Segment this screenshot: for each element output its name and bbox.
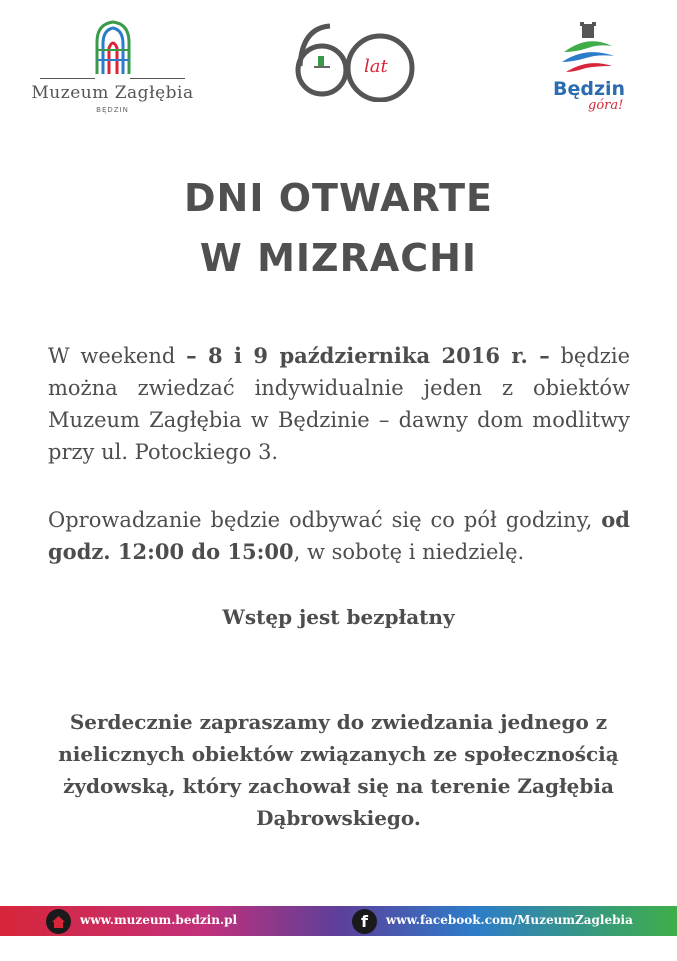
- anniversary-word: lat: [364, 56, 388, 77]
- title-line-2: W MIZRACHI: [199, 236, 478, 280]
- bedzin-name: Będzin: [553, 78, 626, 100]
- window-emblem-icon: [93, 20, 133, 76]
- tour-days: , w sobotę i niedzielę.: [293, 540, 525, 564]
- tour-paragraph: [48, 504, 630, 568]
- tour-hours: od godz. 12:00 do 15:00: [48, 507, 630, 564]
- tour-intro: Oprowadzanie będzie odbywać się co pół godziny,: [48, 508, 602, 532]
- divider: [40, 78, 95, 79]
- muzeum-zaglebia-logo: [30, 20, 195, 115]
- bedzin-city-logo: [548, 22, 638, 114]
- divider: [130, 78, 185, 79]
- castle-hill-icon: [558, 22, 618, 78]
- facebook-icon[interactable]: f: [352, 909, 377, 934]
- home-icon[interactable]: [46, 909, 71, 934]
- free-entry-notice: Wstęp jest bezpłatny: [222, 605, 455, 629]
- anniversary-emblem: [292, 22, 417, 102]
- facebook-link[interactable]: www.facebook.com/MuzeumZaglebia: [386, 913, 633, 927]
- dates-intro: W weekend: [48, 344, 187, 368]
- bedzin-slogan: góra!: [588, 98, 624, 113]
- logo-bar: [0, 0, 677, 120]
- dates-paragraph: [48, 340, 630, 468]
- anniversary-60-logo: [292, 22, 417, 102]
- website-link[interactable]: www.muzeum.bedzin.pl: [80, 913, 238, 927]
- title-line-1: DNI OTWARTE: [184, 176, 493, 220]
- dates-highlight: – 8 i 9 października 2016 r. –: [186, 343, 550, 368]
- page-title: [0, 168, 677, 288]
- muzeum-location: BĘDZIN: [96, 106, 129, 114]
- muzeum-name: Muzeum Zagłębia: [31, 83, 194, 103]
- dates-details: będzie można zwiedzać indywidualnie jeden z obiektów Muzeum Zagłębia w Będzinie – dawny dom modlitwy przy ul. Potockiego 3.: [48, 344, 630, 464]
- invitation-text: Serdecznie zapraszamy do zwiedzania jednego z nielicznych obiektów związanych ze społecznością żydowską, który zachował się na terenie Zagłębia Dąbrowskiego.: [58, 710, 619, 830]
